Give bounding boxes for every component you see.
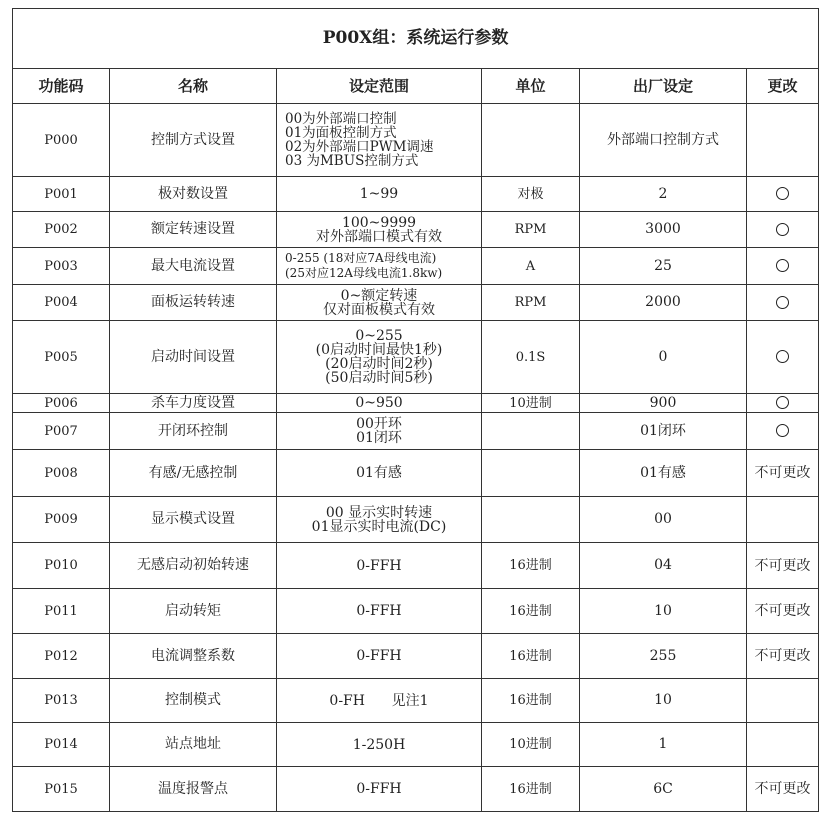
cell-change <box>747 321 819 394</box>
range-line: 1-250H <box>352 736 406 753</box>
cell-change <box>747 104 819 177</box>
cell-code: P015 <box>13 767 110 812</box>
range-line: 02为外部端口PWM调速 <box>285 139 434 155</box>
cell-range <box>277 394 482 413</box>
change-text: 不可更改 <box>754 781 811 797</box>
range-line: 仅对面板模式有效 <box>323 301 435 318</box>
range-line: 1~99 <box>359 186 399 202</box>
cell-range <box>277 248 482 285</box>
cell-name: 有感/无感控制 <box>110 450 277 497</box>
parameter-table <box>12 8 819 812</box>
range-line: 01闭环 <box>356 430 402 446</box>
cell-name: 控制方式设置 <box>110 104 277 177</box>
cell-change <box>747 285 819 321</box>
cell-name: 无感启动初始转速 <box>110 543 277 589</box>
cell-unit: 10进制 <box>482 723 580 767</box>
cell-name: 最大电流设置 <box>110 248 277 285</box>
range-line: 00 显示实时转速 <box>325 504 433 521</box>
cell-default: 255 <box>580 634 747 679</box>
cell-range <box>277 212 482 248</box>
cell-code: P005 <box>13 321 110 394</box>
cell-change <box>747 450 819 497</box>
table-row <box>13 723 819 767</box>
table-title: P00X组：系统运行参数 <box>13 9 819 69</box>
table-row <box>13 450 819 497</box>
table-row <box>13 767 819 812</box>
cell-range <box>277 767 482 812</box>
table-row <box>13 543 819 589</box>
cell-name: 额定转速设置 <box>110 212 277 248</box>
cell-code: P001 <box>13 177 110 212</box>
range-line: 0-FFH <box>356 648 402 664</box>
cell-code: P000 <box>13 104 110 177</box>
table-row <box>13 212 819 248</box>
table-row <box>13 394 819 413</box>
cell-range <box>277 634 482 679</box>
cell-range <box>277 589 482 634</box>
cell-name: 杀车力度设置 <box>110 394 277 413</box>
table-row <box>13 497 819 543</box>
cell-name: 极对数设置 <box>110 177 277 212</box>
cell-name: 面板运转转速 <box>110 285 277 321</box>
header-change: 更改 <box>747 69 819 104</box>
range-line: 0~255 <box>355 328 403 344</box>
cell-range <box>277 285 482 321</box>
cell-default: 00 <box>580 497 747 543</box>
cell-default: 01有感 <box>580 450 747 497</box>
cell-default: 900 <box>580 394 747 413</box>
cell-default: 04 <box>580 543 747 589</box>
cell-unit: 16进制 <box>482 767 580 812</box>
range-line: 0-FFH <box>356 603 402 619</box>
range-line: 0~额定转速 <box>340 287 418 304</box>
cell-code: P003 <box>13 248 110 285</box>
cell-code: P007 <box>13 413 110 450</box>
table-row <box>13 413 819 450</box>
range-line: 100~9999 <box>341 214 417 231</box>
cell-default: 0 <box>580 321 747 394</box>
cell-range <box>277 321 482 394</box>
table-row <box>13 634 819 679</box>
cell-default: 2 <box>580 177 747 212</box>
cell-range <box>277 177 482 212</box>
table-body <box>13 104 819 812</box>
cell-code: P002 <box>13 212 110 248</box>
circle-icon <box>776 396 789 409</box>
cell-change <box>747 497 819 543</box>
circle-icon <box>776 350 789 363</box>
range-line: 0-FH 见注1 <box>329 692 429 709</box>
range-line: 对外部端口模式有效 <box>316 228 442 245</box>
cell-name: 电流调整系数 <box>110 634 277 679</box>
cell-code: P008 <box>13 450 110 497</box>
range-line: 01有感 <box>356 465 402 481</box>
range-line: 01为面板控制方式 <box>285 125 397 141</box>
range-line: (0启动时间最快1秒) <box>315 342 443 358</box>
cell-unit: 0.1S <box>482 321 580 394</box>
range-line: 01显示实时电流(DC) <box>311 518 447 535</box>
circle-icon <box>776 223 789 236</box>
header-unit: 单位 <box>482 69 580 104</box>
range-line: 00为外部端口控制 <box>285 111 397 127</box>
cell-default: 10 <box>580 679 747 723</box>
cell-change <box>747 543 819 589</box>
cell-code: P004 <box>13 285 110 321</box>
cell-unit: 16进制 <box>482 543 580 589</box>
cell-change <box>747 413 819 450</box>
cell-unit: A <box>482 248 580 285</box>
cell-name: 温度报警点 <box>110 767 277 812</box>
range-line: 0-FFH <box>356 781 402 797</box>
cell-default: 外部端口控制方式 <box>580 104 747 177</box>
range-line: 03 为MBUS控制方式 <box>285 153 419 169</box>
table-row <box>13 321 819 394</box>
cell-code: P009 <box>13 497 110 543</box>
change-text: 不可更改 <box>754 648 811 664</box>
cell-range <box>277 413 482 450</box>
table-row <box>13 248 819 285</box>
change-text: 不可更改 <box>754 557 811 574</box>
cell-default: 3000 <box>580 212 747 248</box>
cell-unit: 10进制 <box>482 394 580 413</box>
table-row <box>13 589 819 634</box>
cell-unit: 对极 <box>482 177 580 212</box>
cell-change <box>747 212 819 248</box>
table-row <box>13 679 819 723</box>
cell-code: P014 <box>13 723 110 767</box>
circle-icon <box>776 296 789 309</box>
cell-unit <box>482 497 580 543</box>
cell-change <box>747 394 819 413</box>
header-code: 功能码 <box>13 69 110 104</box>
range-line: (25对应12A母线电流1.8kw) <box>285 266 443 280</box>
cell-default: 6C <box>580 767 747 812</box>
cell-default: 2000 <box>580 285 747 321</box>
range-line: 00开环 <box>356 416 402 432</box>
circle-icon <box>776 424 789 437</box>
cell-code: P010 <box>13 543 110 589</box>
cell-unit: RPM <box>482 285 580 321</box>
header-default: 出厂设定 <box>580 69 747 104</box>
cell-name: 显示模式设置 <box>110 497 277 543</box>
cell-name: 控制模式 <box>110 679 277 723</box>
range-line: 0-255 (18对应7A母线电流) <box>285 251 437 265</box>
cell-unit <box>482 413 580 450</box>
range-line: 0~950 <box>355 395 403 411</box>
cell-unit: 16进制 <box>482 589 580 634</box>
cell-unit <box>482 104 580 177</box>
range-line: 0-FFH <box>356 557 402 574</box>
cell-range <box>277 497 482 543</box>
cell-unit: 16进制 <box>482 679 580 723</box>
change-text: 不可更改 <box>754 465 811 481</box>
circle-icon <box>776 187 789 200</box>
cell-range <box>277 450 482 497</box>
cell-default: 01闭环 <box>580 413 747 450</box>
table-row <box>13 285 819 321</box>
table-row <box>13 104 819 177</box>
cell-range <box>277 723 482 767</box>
cell-default: 25 <box>580 248 747 285</box>
cell-name: 启动转矩 <box>110 589 277 634</box>
header-range: 设定范围 <box>277 69 482 104</box>
cell-change <box>747 723 819 767</box>
change-text: 不可更改 <box>754 603 811 619</box>
cell-code: P013 <box>13 679 110 723</box>
cell-change <box>747 634 819 679</box>
cell-unit: 16进制 <box>482 634 580 679</box>
cell-default: 10 <box>580 589 747 634</box>
cell-code: P012 <box>13 634 110 679</box>
cell-unit <box>482 450 580 497</box>
cell-range <box>277 543 482 589</box>
cell-default: 1 <box>580 723 747 767</box>
circle-icon <box>776 259 789 272</box>
range-line: (50启动时间5秒) <box>325 370 433 386</box>
cell-change <box>747 248 819 285</box>
cell-change <box>747 767 819 812</box>
table-row <box>13 177 819 212</box>
cell-name: 开闭环控制 <box>110 413 277 450</box>
cell-name: 站点地址 <box>110 723 277 767</box>
cell-code: P006 <box>13 394 110 413</box>
range-line: (20启动时间2秒) <box>325 356 433 372</box>
header-name: 名称 <box>110 69 277 104</box>
cell-name: 启动时间设置 <box>110 321 277 394</box>
cell-range <box>277 679 482 723</box>
header-row <box>13 69 819 104</box>
cell-change <box>747 589 819 634</box>
cell-code: P011 <box>13 589 110 634</box>
cell-range <box>277 104 482 177</box>
cell-unit: RPM <box>482 212 580 248</box>
cell-change <box>747 177 819 212</box>
cell-change <box>747 679 819 723</box>
